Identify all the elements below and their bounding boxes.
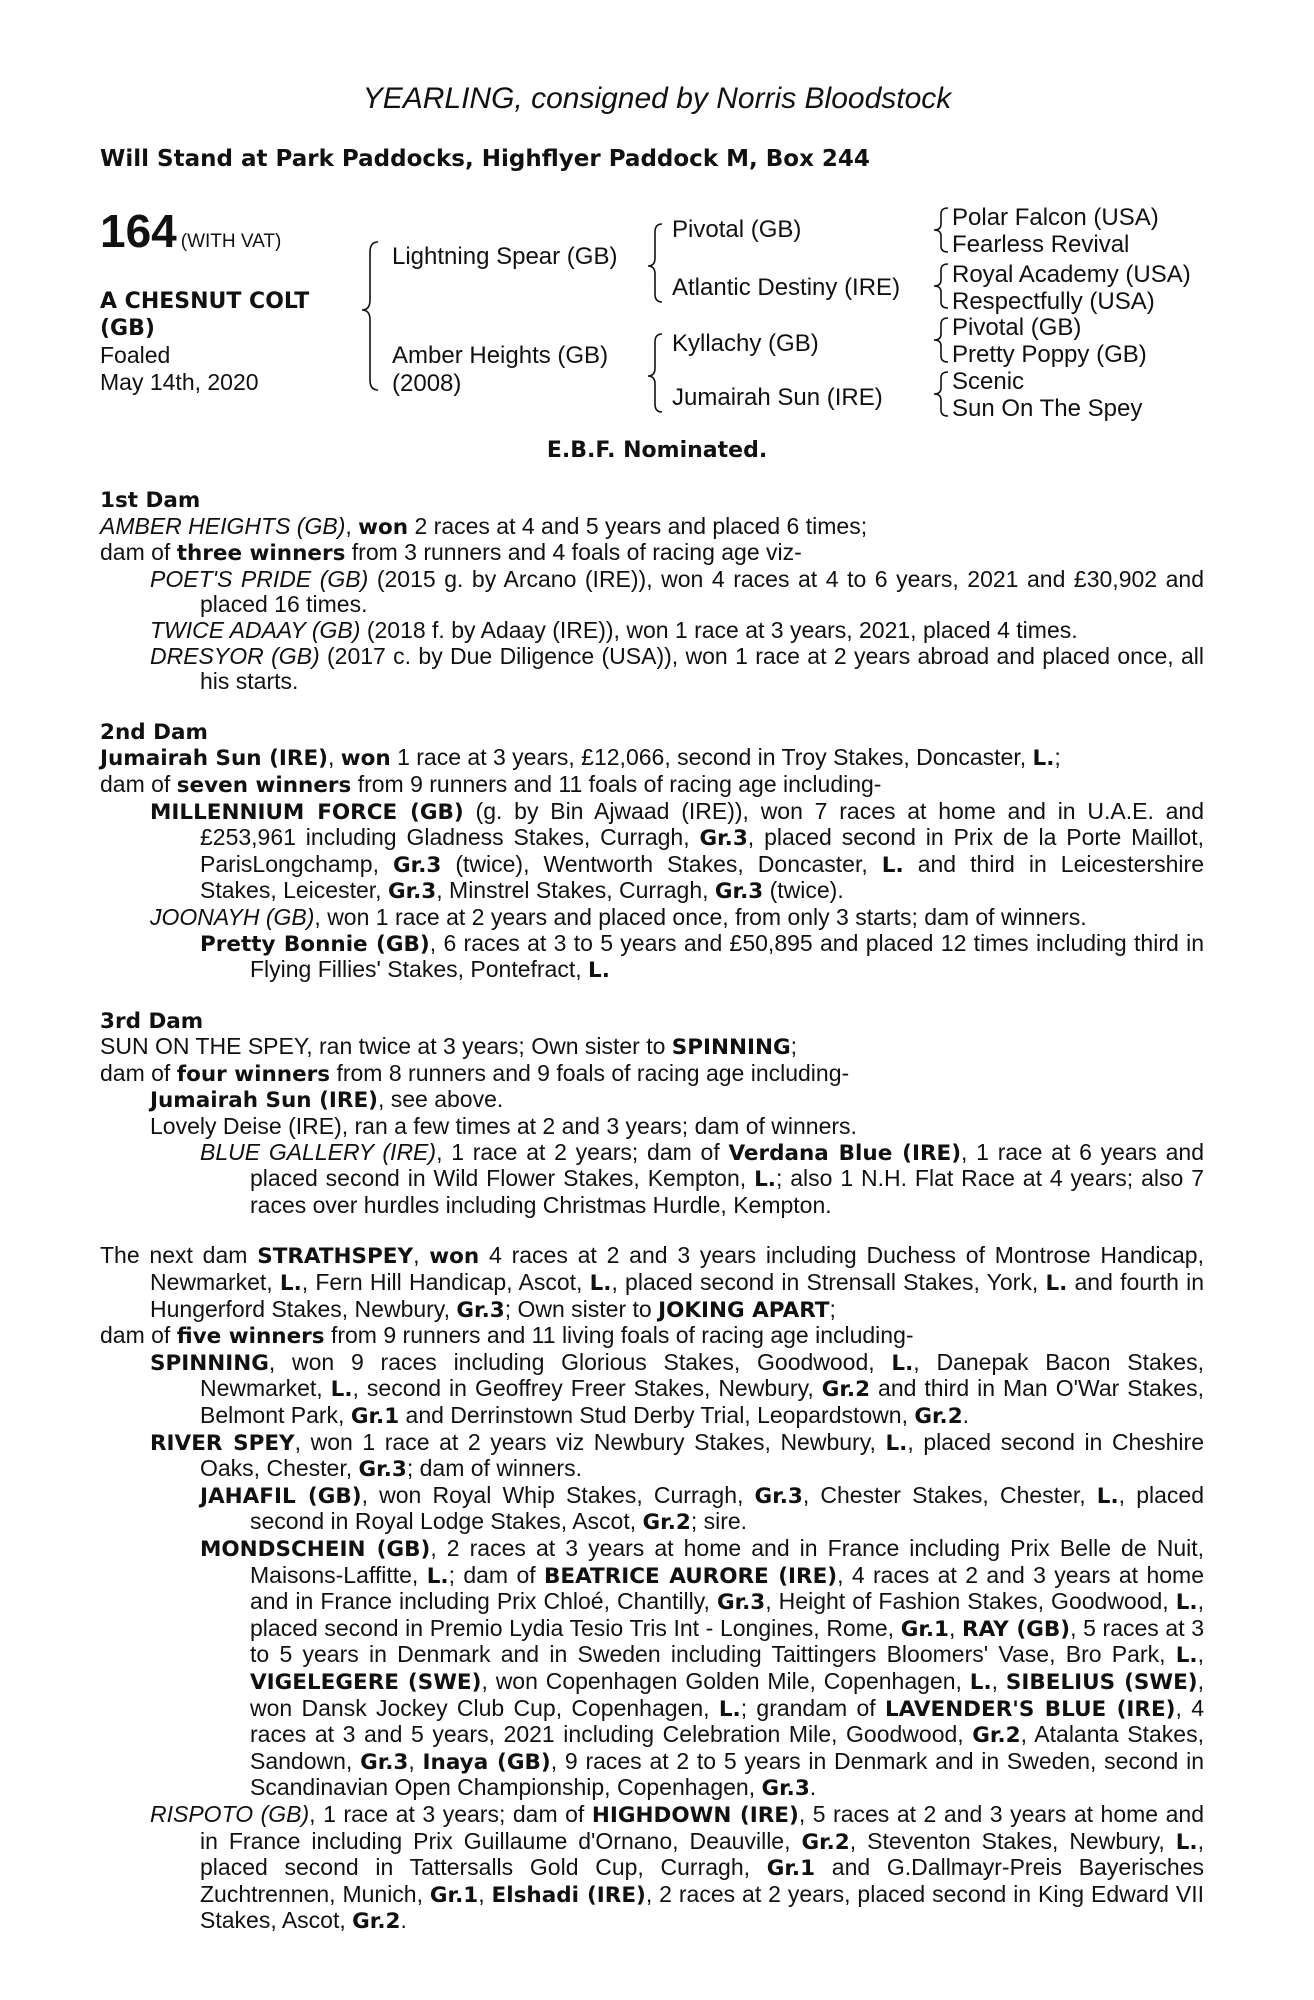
pedigree-notes (100, 488, 1204, 1935)
dam-dam: Jumairah Sun (IRE) (672, 384, 883, 411)
foaled-label: Foaled (100, 342, 171, 368)
progeny-river-spey: RIVER SPEY, won 1 race at 2 years viz Newbury Stakes, Newbury, L., placed second in Cheshire Oaks, Chester, Gr.3; dam of winners. (150, 1428, 1204, 1483)
vat-note: (WITH VAT) (180, 231, 282, 252)
grand-5: Pivotal (GB) (952, 314, 1082, 341)
bracket-g2 (934, 264, 948, 308)
consignor-line: YEARLING, consigned by Norris Bloodstock (362, 82, 952, 115)
dam-sire: Kyllachy (GB) (672, 330, 819, 357)
colt-country: (GB) (100, 316, 155, 341)
progeny-mondschein: MONDSCHEIN (GB), 2 races at 3 years at home and in France including Prix Belle de Nuit, Maisons-Laffitte, L.; dam of BEATRICE AURORE (IRE), 4 races at 2 and 3 years at home and in France including Prix Chloé, Chantilly, Gr.3, Height of Fashion Stakes, Goodwood, L., placed second in Premio Lydia Tesio Tris Int - Longines, Rome, Gr.1, RAY (GB), 5 races at 3 to 5 years in Denmark and in Sweden including Taittingers Bloomers' Vase, Bro Park, L., VIGELEGERE (SWE), won Copenhagen Golden Mile, Copenhagen, L., SIBELIUS (SWE), won Dansk Jockey Club Cup, Copenhagen, L.; grandam of LAVENDER'S BLUE (IRE), 4 races at 3 and 5 years, 2021 including Celebration Mile, Goodwood, Gr.2, Atalanta Stakes, Sandown, Gr.3, Inaya (GB), 9 races at 2 to 5 years in Denmark and in Sweden, second in Scandinavian Open Championship, Copenhagen, Gr.3. (200, 1534, 1205, 1802)
second-dam-line1: Jumairah Sun (IRE), won 1 race at 3 years, £12,066, second in Troy Stakes, Doncaster, L.; (100, 744, 1061, 772)
first-dam-heading: 1st Dam (100, 488, 201, 513)
progeny-jahafil: JAHAFIL (GB), won Royal Whip Stakes, Curragh, Gr.3, Chester Stakes, Chester, L., placed second in Royal Lodge Stakes, Ascot, Gr.2; sire. (200, 1481, 1204, 1536)
progeny-joonayh: JOONAYH (GB), won 1 race at 2 years and placed once, from only 3 starts; dam of winners. (150, 903, 1087, 930)
progeny-rispoto: RISPOTO (GB), 1 race at 3 years; dam of HIGHDOWN (IRE), 5 races at 2 and 3 years at home and in France including Prix Guillaume d'Ornano, Deauville, Gr.2, Steventon Stakes, Newbury, L., placed second in Tattersalls Gold Cup, Curragh, Gr.1 and G.Dallmayr-Preis Bayerisches Zuchtrennen, Munich, Gr.1, Elshadi (IRE), 2 races at 2 years, placed second in King Edward VII Stakes, Ascot, Gr.2. (150, 1800, 1204, 1935)
progeny-pretty-bonnie: Pretty Bonnie (GB), 6 races at 3 to 5 years and £50,895 and placed 12 times including third in Flying Fillies' Stakes, Pontefract, L. (200, 929, 1204, 984)
grand-8: Sun On The Spey (952, 395, 1143, 422)
next-dam-line2: dam of five winners from 9 runners and 11 living foals of racing age including- (100, 1322, 914, 1350)
bracket-sire (648, 224, 662, 302)
stabling-line: Will Stand at Park Paddocks, Highflyer Paddock M, Box 244 (100, 146, 870, 172)
progeny-spinning: SPINNING, won 9 races including Glorious Stakes, Goodwood, L., Danepak Bacon Stakes, Newmarket, L., second in Geoffrey Freer Stakes, Newbury, Gr.2 and third in Man O'War Stakes, Belmont Park, Gr.1 and Derrinstown Stud Derby Trial, Leopardstown, Gr.2. (150, 1348, 1204, 1429)
sire-name: Lightning Spear (GB) (392, 243, 618, 270)
second-dam-heading: 2nd Dam (100, 719, 208, 745)
progeny-blue-gallery: BLUE GALLERY (IRE), 1 race at 2 years; dam of Verdana Blue (IRE), 1 race at 6 years and placed second in Wild Flower Stakes, Kempton, L.; also 1 N.H. Flat Race at 4 years; also 7 races over hurdles including Christmas Hurdle, Kempton. (200, 1138, 1204, 1218)
dam-year: (2008) (392, 370, 462, 397)
progeny-dresyor: DRESYOR (GB) (2017 c. by Due Diligence (USA)), won 1 race at 2 years abroad and placed once, all his starts. (150, 642, 1204, 695)
progeny-poets-pride: POET'S PRIDE (GB) (2015 g. by Arcano (IRE)), won 4 races at 4 to 6 years, 2021 and £30,902 and placed 16 times. (150, 565, 1204, 618)
grand-3: Royal Academy (USA) (952, 261, 1191, 288)
sire-dam: Atlantic Destiny (IRE) (672, 274, 901, 301)
bracket-g1 (934, 208, 948, 252)
progeny-millennium-force: MILLENNIUM FORCE (GB) (g. by Bin Ajwaad (IRE)), won 7 races at home and in U.A.E. and £253,961 including Gladness Stakes, Curragh, Gr.3, placed second in Prix de la Porte Maillot, ParisLongchamp, Gr.3 (twice), Wentworth Stakes, Doncaster, L. and third in Leicestershire Stakes, Leicester, Gr.3, Minstrel Stakes, Curragh, Gr.3 (twice). (150, 797, 1204, 905)
lot-number: 164 (100, 205, 177, 257)
bracket-g3 (934, 318, 948, 362)
sire-sire: Pivotal (GB) (672, 216, 802, 243)
lot-header (100, 204, 281, 258)
first-dam-line1: AMBER HEIGHTS (GB), won 2 races at 4 and 5 years and placed 6 times; (100, 512, 868, 540)
grand-4: Respectfully (USA) (952, 288, 1155, 315)
lot-description (100, 288, 309, 396)
third-dam-line1: SUN ON THE SPEY, ran twice at 3 years; Own sister to SPINNING; (100, 1033, 798, 1061)
colt-title: A CHESNUT COLT (100, 289, 310, 314)
progeny-jumairah-sun: Jumairah Sun (IRE), see above. (150, 1086, 504, 1114)
bracket-dam (648, 334, 662, 412)
third-dam-heading: 3rd Dam (100, 1008, 204, 1034)
next-dam-line1: The next dam STRATHSPEY, won 4 races at 2 and 3 years including Duchess of Montrose Handicap, Newmarket, L., Fern Hill Handicap, Ascot, L., placed second in Strensall Stakes, York, L. and fourth in Hungerford Stakes, Newbury, Gr.3; Own sister to JOKING APART; (100, 1242, 1204, 1323)
third-dam-line2: dam of four winners from 8 runners and 9 foals of racing age including- (100, 1059, 850, 1087)
dam-name: Amber Heights (GB) (392, 342, 609, 369)
ebf-nominated: E.B.F. Nominated. (546, 438, 768, 463)
grand-6: Pretty Poppy (GB) (952, 341, 1147, 368)
progeny-lovely-deise: Lovely Deise (IRE), ran a few times at 2 and 3 years; dam of winners. (150, 1113, 857, 1140)
bracket-g4 (934, 372, 948, 416)
foaled-date: May 14th, 2020 (100, 369, 259, 395)
progeny-twice-adaay: TWICE ADAAY (GB) (2018 f. by Adaay (IRE)), won 1 race at 3 years, 2021, placed 4 times. (150, 616, 1078, 643)
bracket-main (362, 242, 378, 390)
first-dam-line2: dam of three winners from 3 runners and 4 foals of racing age viz- (100, 539, 802, 567)
grand-1: Polar Falcon (USA) (952, 204, 1159, 231)
grand-7: Scenic (952, 368, 1025, 395)
grand-2: Fearless Revival (952, 231, 1130, 258)
second-dam-line2: dam of seven winners from 9 runners and 11 foals of racing age including- (100, 770, 882, 798)
